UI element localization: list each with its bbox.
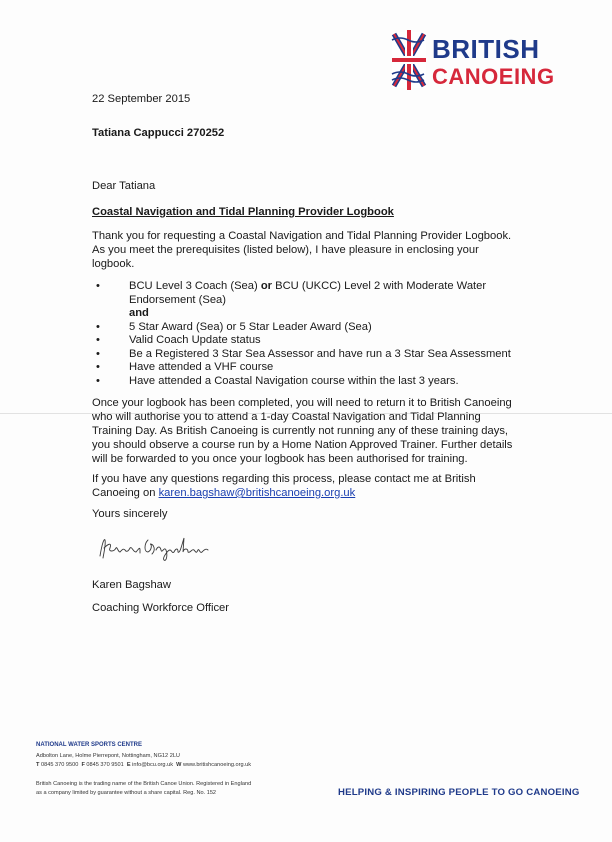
email-label: E [126, 762, 131, 768]
footer-address: Adbolton Lane, Holme Pierrepont, Nottingham, NG12 2LU [36, 753, 180, 759]
requirement-text-b: BCU (UKCC) Level 2 with Moderate Water Endorsement (Sea) [129, 280, 487, 306]
requirement-text: Have attended a VHF course [129, 361, 274, 373]
bullet-icon: • [96, 347, 100, 360]
letter-greeting: Dear Tatiana [92, 180, 156, 192]
letter-paragraph-contact [92, 472, 522, 500]
requirement-item [92, 334, 522, 348]
email-link[interactable]: karen.bagshaw@britishcanoeing.org.uk [158, 487, 356, 499]
footer-website: www.britishcanoeing.org.uk [182, 762, 252, 768]
footer-email: info@bcu.org.uk [132, 762, 173, 768]
requirement-text: Have attended a Coastal Navigation course within the last 3 years. [129, 374, 459, 387]
requirement-or: or [260, 280, 273, 292]
footer-contact [36, 761, 251, 770]
signer-name: Karen Bagshaw [92, 579, 171, 591]
bullet-icon: • [96, 280, 100, 292]
bullet-icon: • [96, 361, 100, 373]
phone-number: 0845 370 9500 [40, 762, 79, 768]
fax-label: F [81, 762, 85, 768]
requirement-and: and [129, 307, 149, 319]
footer-legal-line-2: as a company limited by guarantee without a share capital. Reg. No. 152 [36, 790, 217, 796]
web-label: W [176, 762, 182, 768]
requirement-item [92, 361, 522, 375]
requirement-item [92, 321, 522, 335]
footer-tagline: HELPING & INSPIRING PEOPLE TO GO CANOEING [338, 787, 580, 798]
bullet-icon: • [96, 334, 100, 346]
requirement-item [92, 280, 522, 307]
contact-text: If you have any questions regarding this process, please contact me at British Canoeing on [92, 473, 476, 499]
bullet-icon: • [96, 374, 100, 387]
letter-paragraph-logbook: Once your logbook has been completed, you will need to return it to British Canoeing who will authorise you to attend a 1-day Coastal Navigation and Tidal Planning Training Day. As British Canoeing is currently not running any of these training days, you should observe a course run by a Home Nation Approved Trainer. Further details will be forwarded to you once your logbook has been authorised for training. [92, 397, 513, 465]
letter-subject: Coastal Navigation and Tidal Planning Provider Logbook [92, 206, 394, 218]
letter-closing: Yours sincerely [92, 508, 168, 520]
footer-centre-name: NATIONAL WATER SPORTS CENTRE [36, 742, 143, 748]
logo-wordmark-canoeing: CANOEING [432, 64, 555, 89]
signer-title: Coaching Workforce Officer [92, 602, 229, 614]
letter-recipient: Tatiana Cappucci 270252 [92, 127, 225, 139]
bullet-icon: • [96, 320, 100, 333]
requirement-text-a: BCU Level 3 Coach (Sea) [129, 280, 261, 292]
requirement-text: Valid Coach Update status [129, 334, 261, 346]
letter-date: 22 September 2015 [92, 93, 191, 105]
footer-legal-line-1: British Canoeing is the trading name of the British Canoe Union. Registered in England [36, 781, 252, 787]
logo-wordmark-british: BRITISH [432, 34, 540, 64]
handwritten-signature-icon [96, 530, 216, 566]
requirement-text: Be a Registered 3 Star Sea Assessor and have run a 3 Star Sea Assessment [129, 347, 511, 360]
fax-number: 0845 370 9501 [86, 762, 124, 768]
letter-intro: Thank you for requesting a Coastal Navigation and Tidal Planning Provider Logbook. As you meet the prerequisites (listed below), I have pleasure in enclosing your logbook. [92, 230, 512, 270]
requirement-text: 5 Star Award (Sea) or 5 Star Leader Award (Sea) [129, 320, 372, 333]
requirements-list [92, 280, 522, 388]
requirement-item [92, 375, 522, 389]
phone-label: T [36, 762, 40, 768]
requirement-item [92, 348, 522, 362]
